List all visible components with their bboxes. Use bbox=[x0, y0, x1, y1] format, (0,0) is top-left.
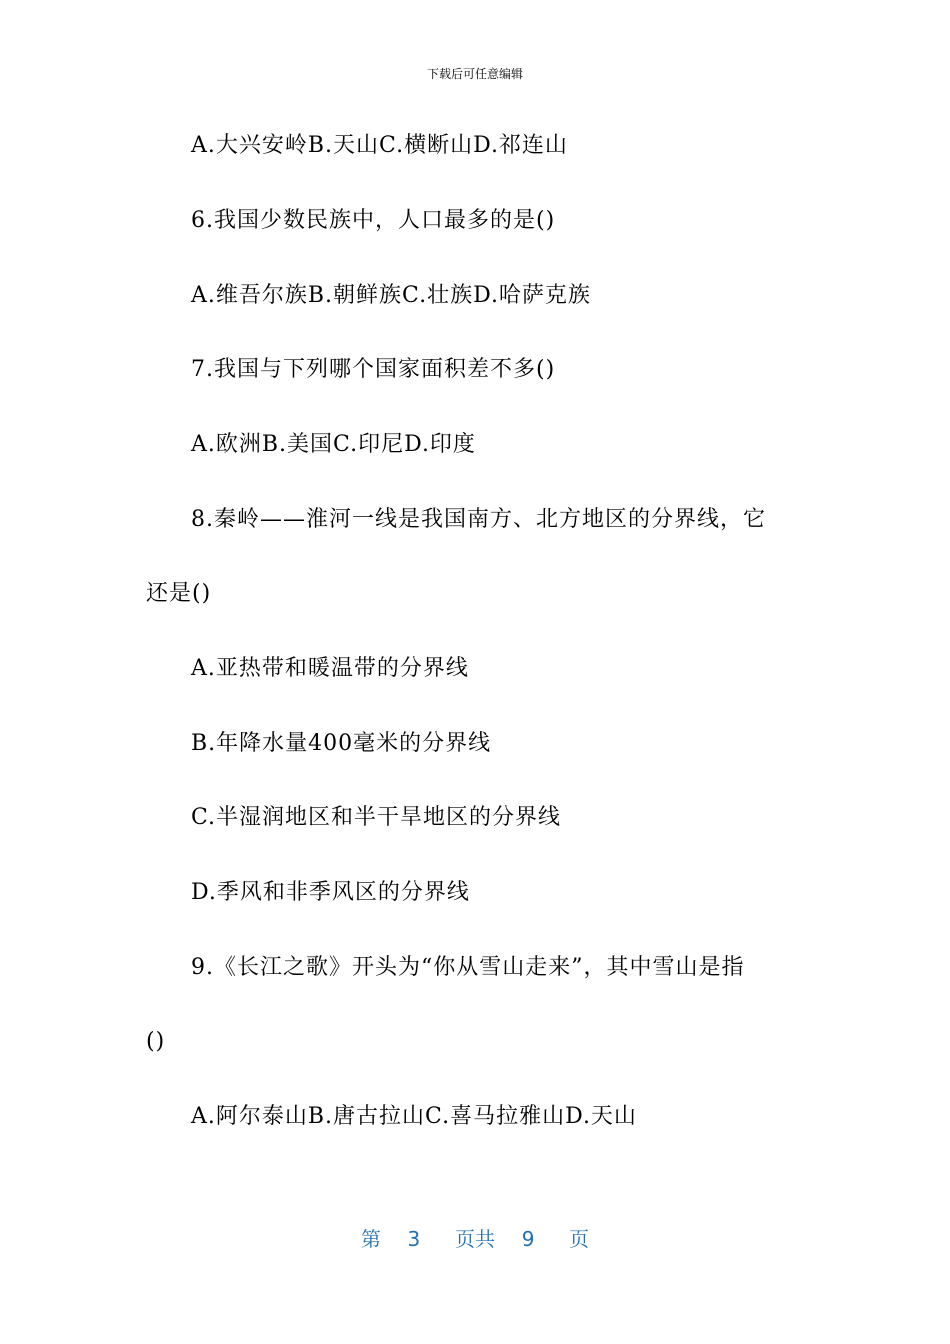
footer-middle: 页共 bbox=[455, 1227, 495, 1251]
footer-prefix: 第 bbox=[360, 1227, 381, 1251]
q5-options: A.大兴安岭B.天山C.横断山D.祁连山 bbox=[191, 133, 568, 158]
q9-stem-line2: () bbox=[146, 1029, 166, 1054]
q9-stem-line1: 9.《长江之歌》开头为“你从雪山走来”，其中雪山是指 bbox=[191, 955, 745, 980]
q7-stem: 7.我国与下列哪个国家面积差不多() bbox=[191, 357, 556, 382]
q7-options: A.欧洲B.美国C.印尼D.印度 bbox=[191, 432, 476, 457]
q6-options: A.维吾尔族B.朝鲜族C.壮族D.哈萨克族 bbox=[191, 283, 591, 308]
footer-suffix: 页 bbox=[569, 1227, 590, 1251]
page-header-note: 下载后可任意编辑 bbox=[426, 67, 523, 81]
total-pages-number: 9 bbox=[521, 1227, 535, 1251]
page-number-footer bbox=[0, 1226, 950, 1252]
current-page-number: 3 bbox=[407, 1227, 421, 1251]
q8-option-d: D.季风和非季风区的分界线 bbox=[191, 880, 470, 905]
q6-stem: 6.我国少数民族中，人口最多的是() bbox=[191, 208, 556, 233]
q8-option-b: B.年降水量400毫米的分界线 bbox=[191, 731, 492, 756]
q8-stem-line2: 还是() bbox=[146, 581, 212, 606]
q9-options: A.阿尔泰山B.唐古拉山C.喜马拉雅山D.天山 bbox=[191, 1104, 637, 1129]
q8-option-c: C.半湿润地区和半干旱地区的分界线 bbox=[191, 805, 562, 830]
q8-option-a: A.亚热带和暖温带的分界线 bbox=[191, 656, 469, 681]
q8-stem-line1: 8.秦岭——淮河一线是我国南方、北方地区的分界线，它 bbox=[191, 507, 766, 532]
